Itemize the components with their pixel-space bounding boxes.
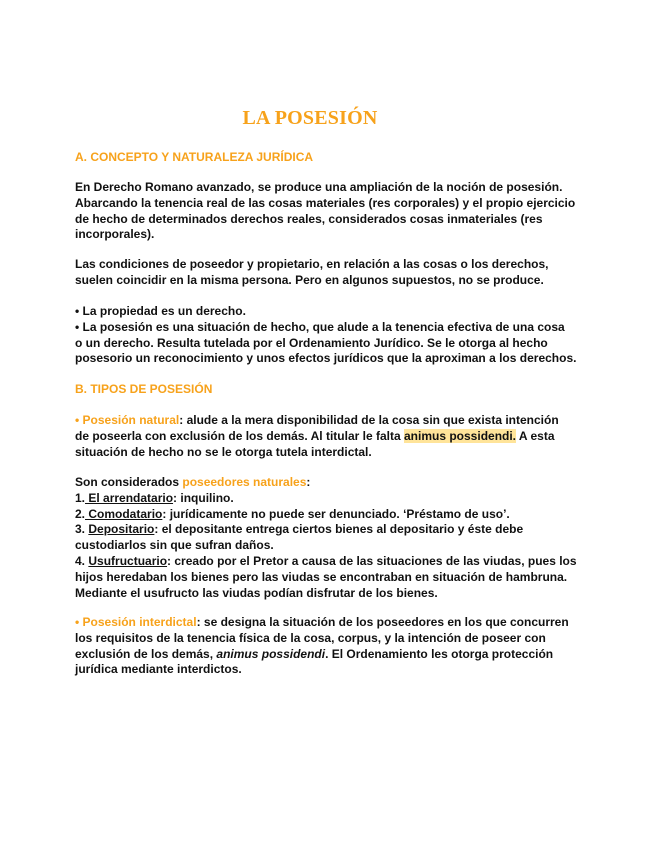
text-line: Abarcando la tenencia real de las cosas materiales (res corporales) y el propio ejercicio xyxy=(75,195,576,210)
text-span: : alude a la mera disponibilidad de la cosa sin que exista intención xyxy=(179,413,559,427)
text-line: En Derecho Romano avanzado, se produce una ampliación de la noción de posesión. xyxy=(75,180,563,194)
list-term: Depositario xyxy=(88,522,155,537)
text-span: . El Ordenamiento les otorga protección xyxy=(325,646,554,661)
text-span: : se designa la situación de los poseedores en los que concurren xyxy=(196,615,569,629)
posesion-interdictal-term: • Posesión interdictal xyxy=(75,615,197,629)
text-line xyxy=(75,647,585,663)
text-line xyxy=(75,429,585,445)
text-line: Mediante el usufructo las viudas podían disfrutar de los bienes. xyxy=(75,585,438,600)
bullet-item: • La posesión es una situación de hecho, que alude a la tenencia efectiva de una cosa xyxy=(75,319,565,334)
posesion-natural-term: • Posesión natural xyxy=(75,413,180,427)
text-span: A esta xyxy=(516,428,555,443)
list-number: 3. xyxy=(75,522,86,537)
posesion-natural-paragraph xyxy=(75,413,585,460)
poseedores-naturales-term: poseedores naturales xyxy=(182,475,307,489)
text-line: o un derecho. Resulta tutelada por el Ordenamiento Jurídico. Se le otorga al hecho xyxy=(75,335,548,350)
poseedores-naturales-list xyxy=(75,475,585,601)
text-span: : creado por el Pretor a causa de las situaciones de las viudas, pues los xyxy=(167,553,577,568)
list-number: 1. xyxy=(75,490,86,505)
list-item xyxy=(75,522,585,538)
text-span: : jurídicamente no puede ser denunciado. ‘Préstamo de uso’. xyxy=(162,506,510,521)
highlighted-term: animus possidendi. xyxy=(404,428,517,443)
text-span: : xyxy=(306,475,311,489)
text-span: exclusión de los demás, xyxy=(75,646,217,661)
page-title: LA POSESIÓN xyxy=(242,107,378,129)
list-term: El arrendatario xyxy=(85,490,174,505)
text-line: posesorio un reconocimiento y unos efectos jurídicos que la aproximan a los derechos. xyxy=(75,351,577,366)
text-span: : inquilino. xyxy=(173,490,234,505)
list-term: Usufructuario xyxy=(88,553,168,568)
list-term: Comodatario xyxy=(85,506,163,521)
bullet-item: • La propiedad es un derecho. xyxy=(75,304,246,318)
section-a-paragraph-1 xyxy=(75,180,585,243)
italic-term: animus possidendi xyxy=(216,646,326,661)
text-line xyxy=(75,413,585,429)
text-line: Las condiciones de poseedor y propietario, en relación a las cosas o los derechos, xyxy=(75,257,549,271)
text-span: de poseerla con exclusión de los demás. Al titular le falta xyxy=(75,428,404,443)
text-line: los requisitos de la tenencia física de la cosa, corpus, y la intención de poseer con xyxy=(75,630,546,645)
text-line: jurídica mediante interdictos. xyxy=(75,662,242,677)
list-intro xyxy=(75,475,585,491)
section-a-heading: A. CONCEPTO Y NATURALEZA JURÍDICA xyxy=(75,150,314,164)
list-number: 4. xyxy=(75,553,86,568)
section-a-paragraph-2 xyxy=(75,257,585,289)
text-span: Son considerados xyxy=(75,475,183,489)
list-item xyxy=(75,491,585,507)
text-line: situación de hecho no se le otorga tutela interdictal. xyxy=(75,444,372,459)
section-a-bullets xyxy=(75,304,585,367)
text-line: hijos heredaban los bienes pero las viudas se encontraban en situación de hambruna. xyxy=(75,569,568,584)
list-item xyxy=(75,554,585,570)
text-line xyxy=(75,615,585,631)
list-item xyxy=(75,507,585,523)
posesion-interdictal-paragraph xyxy=(75,615,585,678)
section-b-heading: B. TIPOS DE POSESIÓN xyxy=(75,382,213,396)
text-line: incorporales). xyxy=(75,227,155,242)
text-line: de hecho de determinados derechos reales, considerados cosas inmateriales (res xyxy=(75,211,543,226)
list-number: 2. xyxy=(75,506,86,521)
text-span: : el depositante entrega ciertos bienes al depositario y éste debe xyxy=(154,522,524,537)
text-line: custodiarlos sin que sufran daños. xyxy=(75,538,274,553)
text-line: suelen coincidir en la misma persona. Pero en algunos supuestos, no se produce. xyxy=(75,272,544,287)
